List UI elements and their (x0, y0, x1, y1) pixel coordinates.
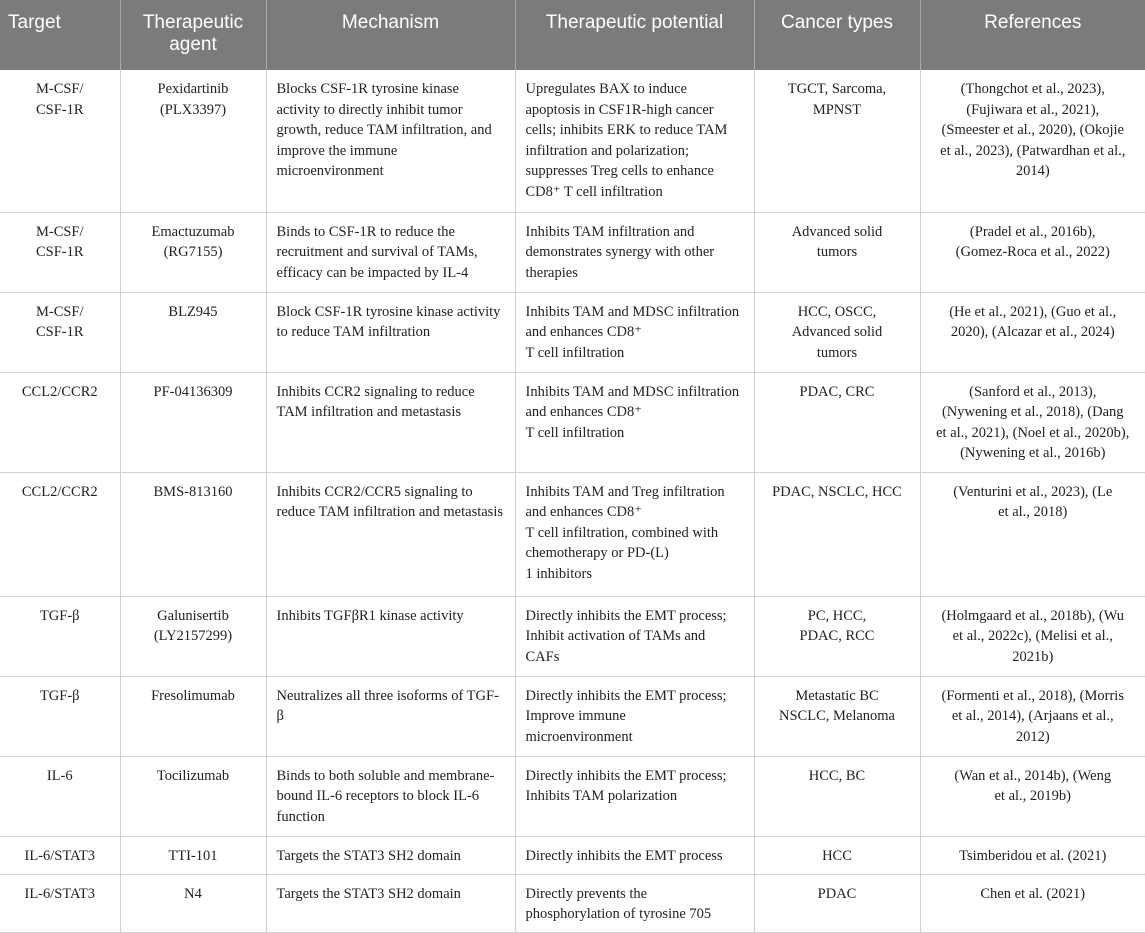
cell-mechanism: Binds to CSF-1R to reduce the recruitment and survival of TAMs, efficacy can be impacted by IL-4 (266, 212, 515, 292)
cell-cancer-types: TGCT, Sarcoma, MPNST (754, 70, 920, 212)
cell-potential: Inhibits TAM and Treg infiltration and enhances CD8⁺ T cell infiltration, combined with chemotherapy or PD-(L) 1 inhibitors (515, 472, 754, 596)
cell-target: TGF-β (0, 596, 120, 676)
cell-potential: Directly inhibits the EMT process; Inhibits TAM polarization (515, 756, 754, 836)
cell-agent: PF-04136309 (120, 372, 266, 472)
table-row (0, 212, 1145, 292)
cell-agent: BLZ945 (120, 292, 266, 372)
cell-mechanism: Targets the STAT3 SH2 domain (266, 836, 515, 874)
cell-agent: Galunisertib (LY2157299) (120, 596, 266, 676)
cell-mechanism: Inhibits TGFβR1 kinase activity (266, 596, 515, 676)
table-row (0, 596, 1145, 676)
cell-cancer-types: PDAC, NSCLC, HCC (754, 472, 920, 596)
cell-potential: Directly inhibits the EMT process; Inhibit activation of TAMs and CAFs (515, 596, 754, 676)
cell-agent: Fresolimumab (120, 676, 266, 756)
cell-target: IL-6 (0, 756, 120, 836)
cell-target: M-CSF/ CSF-1R (0, 70, 120, 212)
cell-agent: BMS-813160 (120, 472, 266, 596)
cell-mechanism: Neutralizes all three isoforms of TGF-β (266, 676, 515, 756)
cell-potential: Directly inhibits the EMT process; Improve immune microenvironment (515, 676, 754, 756)
header-row (0, 0, 1145, 70)
cell-cancer-types: Advanced solid tumors (754, 212, 920, 292)
cell-cancer-types: Metastatic BC NSCLC, Melanoma (754, 676, 920, 756)
table-body (0, 70, 1145, 932)
table-row (0, 372, 1145, 472)
cell-target: TGF-β (0, 676, 120, 756)
cell-cancer-types: PDAC (754, 874, 920, 932)
header-therapeutic-agent: Therapeutic agent (120, 0, 266, 70)
cell-target: IL-6/STAT3 (0, 836, 120, 874)
header-therapeutic-potential: Therapeutic potential (515, 0, 754, 70)
cell-references: (Formenti et al., 2018), (Morris et al., 2014), (Arjaans et al., 2012) (920, 676, 1145, 756)
cell-agent: Emactuzumab (RG7155) (120, 212, 266, 292)
cell-target: M-CSF/ CSF-1R (0, 212, 120, 292)
cell-potential: Directly prevents the phosphorylation of tyrosine 705 (515, 874, 754, 932)
cell-agent: Pexidartinib (PLX3397) (120, 70, 266, 212)
table-row (0, 756, 1145, 836)
cell-target: IL-6/STAT3 (0, 874, 120, 932)
cell-references: (Thongchot et al., 2023), (Fujiwara et al., 2021), (Smeester et al., 2020), (Okojie et al., 2023), (Patwardhan et al., 2014) (920, 70, 1145, 212)
table-row (0, 874, 1145, 932)
header-target: Target (0, 0, 120, 70)
cell-mechanism: Blocks CSF-1R tyrosine kinase activity to directly inhibit tumor growth, reduce TAM infiltration, and improve the immune microenvironment (266, 70, 515, 212)
cell-mechanism: Targets the STAT3 SH2 domain (266, 874, 515, 932)
cell-cancer-types: PDAC, CRC (754, 372, 920, 472)
cell-references: (Pradel et al., 2016b), (Gomez-Roca et al., 2022) (920, 212, 1145, 292)
cell-cancer-types: HCC, BC (754, 756, 920, 836)
cell-references: Tsimberidou et al. (2021) (920, 836, 1145, 874)
cell-references: (He et al., 2021), (Guo et al., 2020), (Alcazar et al., 2024) (920, 292, 1145, 372)
table-row (0, 836, 1145, 874)
cell-potential: Upregulates BAX to induce apoptosis in CSF1R-high cancer cells; inhibits ERK to reduce TAM infiltration and polarization; suppresses Treg cells to enhance CD8⁺ T cell infiltration (515, 70, 754, 212)
table-row (0, 676, 1145, 756)
cell-references: (Wan et al., 2014b), (Weng et al., 2019b) (920, 756, 1145, 836)
cell-mechanism: Block CSF-1R tyrosine kinase activity to reduce TAM infiltration (266, 292, 515, 372)
cell-cancer-types: PC, HCC, PDAC, RCC (754, 596, 920, 676)
cell-references: (Holmgaard et al., 2018b), (Wu et al., 2022c), (Melisi et al., 2021b) (920, 596, 1145, 676)
cell-agent: TTI-101 (120, 836, 266, 874)
table-header (0, 0, 1145, 70)
cell-mechanism: Binds to both soluble and membrane-bound IL-6 receptors to block IL-6 function (266, 756, 515, 836)
cell-cancer-types: HCC (754, 836, 920, 874)
cell-references: (Venturini et al., 2023), (Le et al., 2018) (920, 472, 1145, 596)
cell-references: Chen et al. (2021) (920, 874, 1145, 932)
cell-mechanism: Inhibits CCR2/CCR5 signaling to reduce TAM infiltration and metastasis (266, 472, 515, 596)
cell-potential: Inhibits TAM and MDSC infiltration and enhances CD8⁺ T cell infiltration (515, 372, 754, 472)
cell-cancer-types: HCC, OSCC, Advanced solid tumors (754, 292, 920, 372)
header-mechanism: Mechanism (266, 0, 515, 70)
cell-potential: Inhibits TAM infiltration and demonstrates synergy with other therapies (515, 212, 754, 292)
cell-target: M-CSF/ CSF-1R (0, 292, 120, 372)
table-row (0, 70, 1145, 212)
table-row (0, 472, 1145, 596)
cell-agent: N4 (120, 874, 266, 932)
table-row (0, 292, 1145, 372)
cell-agent: Tocilizumab (120, 756, 266, 836)
header-cancer-types: Cancer types (754, 0, 920, 70)
cell-target: CCL2/CCR2 (0, 372, 120, 472)
cell-target: CCL2/CCR2 (0, 472, 120, 596)
cell-potential: Directly inhibits the EMT process (515, 836, 754, 874)
header-references: References (920, 0, 1145, 70)
cell-potential: Inhibits TAM and MDSC infiltration and enhances CD8⁺ T cell infiltration (515, 292, 754, 372)
cell-references: (Sanford et al., 2013), (Nywening et al., 2018), (Dang et al., 2021), (Noel et al., 2020b), (Nywening et al., 2016b) (920, 372, 1145, 472)
cell-mechanism: Inhibits CCR2 signaling to reduce TAM infiltration and metastasis (266, 372, 515, 472)
